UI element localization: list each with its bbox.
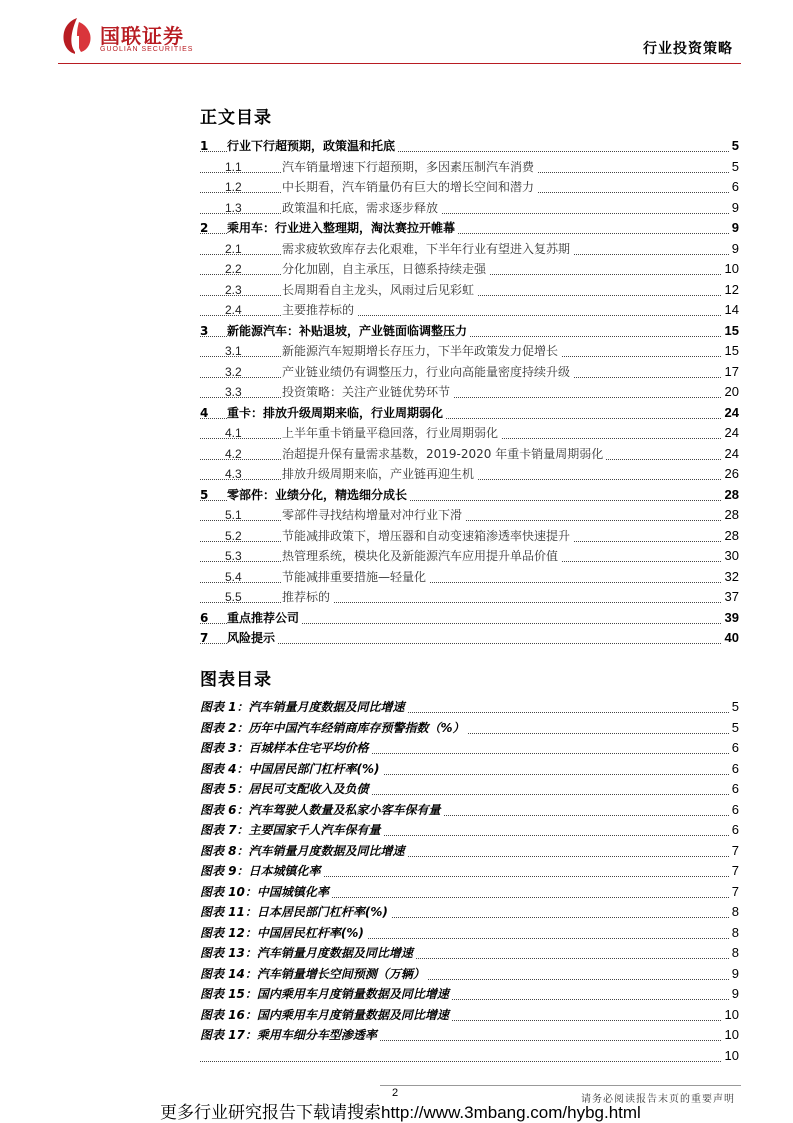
toc-entry-number: 3 [200, 323, 209, 338]
toc-entry-label: 需求疲软致库存去化艰难，下半年行业有望进入复苏期 [282, 239, 573, 259]
figure-entry[interactable] [200, 984, 739, 1004]
figure-entry-label: 图表 1：汽车销量月度数据及同比增速 [200, 697, 408, 717]
figure-entry-page: 6 [729, 759, 739, 779]
toc-entry-number: 7 [200, 631, 209, 645]
dot-leader [200, 315, 739, 316]
figure-entry[interactable] [200, 902, 739, 922]
toc-entry-page: 10 [722, 259, 739, 279]
toc-entry-label: 新能源汽车：补贴退坡，产业链面临调整压力 [227, 321, 470, 341]
figure-entry-label: 图表 7：主要国家千人汽车保有量 [200, 820, 384, 840]
toc-entry-number: 2.1 [225, 241, 242, 256]
figure-entry[interactable] [200, 1005, 739, 1025]
toc-entry[interactable] [200, 628, 739, 648]
toc-entry[interactable] [200, 259, 739, 279]
figure-entry[interactable] [200, 1025, 739, 1045]
toc-entry-label: 零部件寻找结构增量对冲行业下滑 [282, 505, 465, 525]
figure-entry-label: 图表 9：日本城镇化率 [200, 861, 324, 881]
company-logo [58, 14, 218, 60]
toc-entry-page: 5 [729, 136, 739, 156]
disclaimer: 请务必阅读报告末页的重要声明 [581, 1094, 735, 1105]
toc-entry-page: 39 [722, 608, 739, 628]
figure-entry-label: 图表 16：国内乘用车月度销量数据及同比增速 [200, 1005, 452, 1025]
figure-entry-page: 6 [729, 779, 739, 799]
figure-entry-page: 10 [722, 1046, 739, 1066]
page-number: 2 [392, 1087, 399, 1099]
toc-entry-page: 32 [722, 567, 739, 587]
footer-divider [380, 1085, 741, 1086]
figure-entry-page: 6 [729, 820, 739, 840]
toc-entry-number: 2.2 [225, 262, 242, 276]
toc-entry-number: 3.1 [225, 344, 242, 358]
toc-entry[interactable] [200, 444, 739, 464]
logo-text-cn: 国联证券 [100, 24, 184, 48]
toc-entry-label: 乘用车：行业进入整理期，淘汰赛拉开帷幕 [227, 218, 458, 238]
toc-entry-page: 9 [729, 218, 739, 238]
toc-entry[interactable] [200, 300, 739, 320]
toc-entry[interactable] [200, 526, 739, 546]
toc-entry[interactable] [200, 403, 739, 423]
toc-entry-page: 26 [722, 464, 739, 484]
figure-entry[interactable] [200, 800, 739, 820]
dot-leader [200, 520, 739, 521]
toc-entry-number: 5.3 [225, 549, 242, 563]
toc-entry[interactable] [200, 567, 739, 587]
figure-entry[interactable] [200, 882, 739, 902]
toc-entry-number: 4.2 [225, 446, 242, 461]
toc-entry-label: 热管理系统，模块化及新能源汽车应用提升单品价值 [282, 546, 561, 566]
footer-promo-link[interactable]: 更多行业研究报告下载请搜索http://www.3mbang.com/hybg.html [160, 1103, 641, 1122]
figure-entry[interactable] [200, 943, 739, 963]
toc-entry-number: 5 [200, 487, 209, 502]
figure-entry[interactable] [200, 841, 739, 861]
toc-entry-number: 4.3 [225, 467, 242, 481]
toc-entry-page: 14 [722, 300, 739, 320]
toc-entry-label: 分化加剧，自主承压，日德系持续走强 [282, 259, 489, 279]
toc-entry[interactable] [200, 362, 739, 382]
dot-leader [200, 582, 739, 583]
toc-entry-number: 2.3 [225, 282, 242, 297]
toc-entry[interactable] [200, 218, 739, 238]
figure-entry[interactable] [200, 820, 739, 840]
figure-entry-page: 8 [729, 923, 739, 943]
figure-entry-label: 图表 15：国内乘用车月度销量数据及同比增速 [200, 984, 452, 1004]
toc-entry-label: 治超提升保有量需求基数，2019-2020 年重卡销量周期弱化 [282, 444, 606, 464]
figure-entry-label: 图表 3：百城样本住宅平均价格 [200, 738, 372, 758]
figure-entry-page: 5 [729, 718, 739, 738]
toc-entry-number: 1.2 [225, 180, 242, 194]
toc-entry[interactable] [200, 485, 739, 505]
toc-entry[interactable] [200, 505, 739, 525]
toc-entry-page: 28 [722, 505, 739, 525]
toc-entry-label: 新能源汽车短期增长存压力，下半年政策发力促增长 [282, 341, 561, 361]
toc-entry[interactable] [200, 321, 739, 341]
toc-entry-page: 6 [729, 177, 739, 197]
figure-entry[interactable] [200, 1046, 739, 1066]
toc-entry[interactable] [200, 546, 739, 566]
figure-entry-label: 图表 4：中国居民部门杠杆率(%) [200, 759, 383, 779]
toc-entry-label: 产业链业绩仍有调整压力，行业向高能量密度持续升级 [282, 362, 573, 382]
toc-entry-page: 28 [722, 485, 739, 505]
dot-leader [200, 602, 739, 603]
toc-entry-page: 9 [729, 239, 739, 259]
toc-entry-label: 主要推荐标的 [282, 300, 357, 320]
toc-entry[interactable] [200, 382, 739, 402]
toc-entry[interactable] [200, 464, 739, 484]
toc-entry-label: 重卡：排放升级周期来临，行业周期弱化 [227, 403, 446, 423]
figure-entry-label: 图表 13：汽车销量月度数据及同比增速 [200, 943, 416, 963]
toc-entry-number: 1.1 [225, 159, 242, 174]
toc-entry-number: 5.4 [225, 569, 242, 584]
toc-entry-page: 20 [722, 382, 739, 402]
toc-entry-number: 5.1 [225, 508, 242, 522]
figure-entry[interactable] [200, 964, 739, 984]
toc-entry[interactable] [200, 177, 739, 197]
figure-entry-page: 9 [729, 984, 739, 1004]
toc-entry-page: 24 [722, 403, 739, 423]
toc-entry-page: 9 [729, 198, 739, 218]
toc-entry-label: 重点推荐公司 [227, 608, 302, 628]
figure-entry-label: 图表 8：汽车销量月度数据及同比增速 [200, 841, 408, 861]
dot-leader [200, 397, 739, 398]
toc-entry-number: 5.5 [225, 590, 242, 604]
toc-entry[interactable] [200, 608, 739, 628]
figure-entry-label: 图表 14：汽车销量增长空间预测（万辆） [200, 964, 428, 984]
report-category: 行业投资策略 [643, 41, 733, 57]
figure-entry-page: 7 [729, 882, 739, 902]
logo-mark-icon [58, 16, 96, 56]
toc-entry-page: 17 [722, 362, 739, 382]
toc-entry-page: 15 [722, 341, 739, 361]
figure-entry-page: 10 [722, 1005, 739, 1025]
toc-entry-label: 行业下行超预期，政策温和托底 [227, 136, 398, 156]
toc-entry[interactable] [200, 587, 739, 607]
toc-entry-label: 节能减排政策下，增压器和自动变速箱渗透率快速提升 [282, 526, 573, 546]
toc-entry[interactable] [200, 239, 739, 259]
toc-entry[interactable] [200, 136, 739, 156]
toc-entry-number: 4.1 [225, 426, 242, 440]
toc-entry-page: 12 [722, 280, 739, 300]
toc-entry-label: 风险提示 [227, 628, 278, 648]
toc-entry[interactable] [200, 341, 739, 361]
toc-entry-label: 节能减排重要措施—轻量化 [282, 567, 429, 587]
toc-entry-number: 2 [200, 221, 209, 235]
toc-entry-page: 24 [722, 423, 739, 443]
toc-entry-label: 零部件：业绩分化，精选细分成长 [227, 485, 410, 505]
figure-entry-label: 图表 17：乘用车细分车型渗透率 [200, 1025, 380, 1045]
figure-entry[interactable] [200, 923, 739, 943]
toc-title: 正文目录 [200, 108, 272, 128]
toc-entry-number: 5.2 [225, 528, 242, 543]
figures-title: 图表目录 [200, 670, 272, 690]
toc-entry-label: 汽车销量增速下行超预期，多因素压制汽车消费 [282, 157, 537, 177]
toc-entry-number: 1 [200, 139, 209, 153]
toc-entry-page: 30 [722, 546, 739, 566]
figure-entry-page: 9 [729, 964, 739, 984]
figure-entry-page: 6 [729, 738, 739, 758]
figure-entry-page: 7 [729, 861, 739, 881]
figure-entry-label: 图表 5：居民可支配收入及负债 [200, 779, 372, 799]
dot-leader [200, 643, 739, 644]
toc-entry-number: 4 [200, 405, 209, 420]
figure-entry-label: 图表 12：中国居民杠杆率(%) [200, 923, 367, 943]
toc-entry-number: 3.2 [225, 364, 242, 379]
figure-entry-label: 图表 10：中国城镇化率 [200, 882, 332, 902]
toc-entry-label: 中长期看，汽车销量仍有巨大的增长空间和潜力 [282, 177, 537, 197]
logo-text-en: GUOLIAN SECURITIES [100, 46, 194, 53]
figure-entry[interactable] [200, 738, 739, 758]
dot-leader [200, 213, 739, 214]
figure-entry-page: 8 [729, 943, 739, 963]
toc-entry-number: 6 [200, 610, 209, 625]
toc-entry-label: 排放升级周期来临，产业链再迎生机 [282, 464, 477, 484]
toc-entry-label: 上半年重卡销量平稳回落，行业周期弱化 [282, 423, 501, 443]
figure-entry-page: 6 [729, 800, 739, 820]
toc-entry-number: 2.4 [225, 303, 242, 317]
toc-entry-label: 长周期看自主龙头，风雨过后见彩虹 [282, 280, 477, 300]
figure-entry-page: 8 [729, 902, 739, 922]
figure-entry[interactable] [200, 697, 739, 717]
figure-entry-page: 10 [722, 1025, 739, 1045]
figure-entry[interactable] [200, 759, 739, 779]
toc-entry[interactable] [200, 423, 739, 443]
toc-entry-label: 投资策略：关注产业链优势环节 [282, 382, 453, 402]
figure-entry-label: 图表 11：日本居民部门杠杆率(%) [200, 902, 391, 922]
toc-entry-page: 15 [722, 321, 739, 341]
toc-entry[interactable] [200, 280, 739, 300]
toc-entry[interactable] [200, 198, 739, 218]
toc-entry-page: 28 [722, 526, 739, 546]
figure-entry[interactable] [200, 718, 739, 738]
toc-entry-page: 24 [722, 444, 739, 464]
toc-entry[interactable] [200, 157, 739, 177]
toc-entry-number: 1.3 [225, 200, 242, 215]
figure-entry[interactable] [200, 861, 739, 881]
figure-entry-page: 7 [729, 841, 739, 861]
toc-entry-number: 3.3 [225, 385, 242, 399]
figure-entry-label: 图表 6：汽车驾驶人数量及私家小客车保有量 [200, 800, 444, 820]
figure-entry-label: 图表 2：历年中国汽车经销商库存预警指数（%） [200, 718, 468, 738]
toc-entry-page: 37 [722, 587, 739, 607]
toc-entry-page: 40 [722, 628, 739, 648]
figure-entry-page: 5 [729, 697, 739, 717]
toc-entry-page: 5 [729, 157, 739, 177]
header-divider [58, 63, 741, 64]
figure-entry[interactable] [200, 779, 739, 799]
toc-entry-label: 政策温和托底，需求逐步释放 [282, 198, 441, 218]
dot-leader [200, 1061, 739, 1062]
toc-entry-label: 推荐标的 [282, 587, 333, 607]
